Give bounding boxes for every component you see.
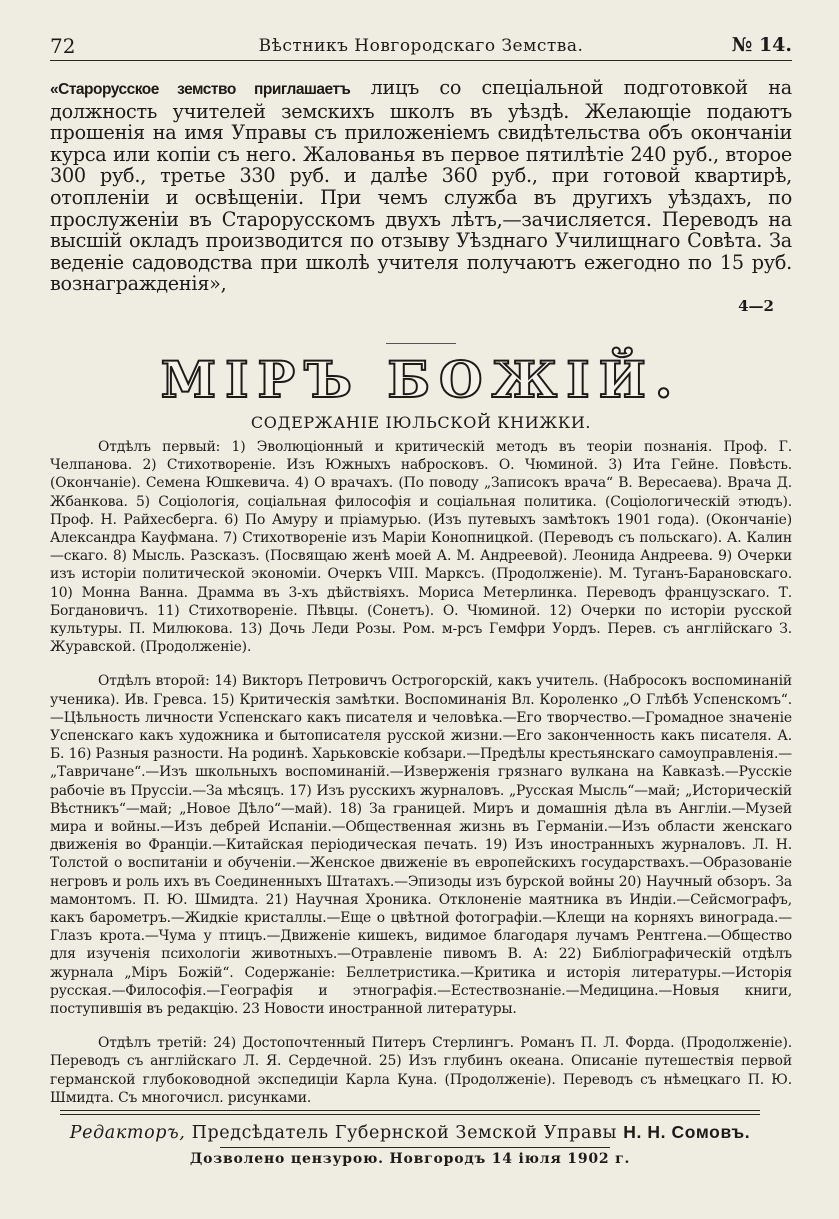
- censorship-line: Дозволено цензурою. Новгородъ 14 іюля 1902 г.: [189, 1151, 631, 1167]
- footer-rule: [60, 1110, 760, 1115]
- notice-reference: 4—2: [738, 296, 774, 315]
- contents-heading: СОДЕРЖАНІЕ ІЮЛЬСКОЙ КНИЖКИ.: [250, 412, 592, 432]
- contents-section-2: Отдѣлъ второй: 14) Викторъ Петровичъ Острогорскій, какъ учитель. (Набросокъ воспоминаній ученика). Ив. Гревса. 15) Критическія замѣтки. Воспоминанія Вл. Короленко „О Глѣбѣ Успенскомъ“.—Цѣльность личности Успенскаго какъ писателя и человѣка.—Его творчество.—Громадное значеніе Успенскаго какъ художника и бытописателя русской жизни.—Его законченность какъ писателя. А. Б. 16) Разныя разности. На родинѣ. Харьковскіе кобзари.—Предѣлы крестьянскаго самоуправленія.—„Тавричане“.—Изъ школьныхъ воспоминаній.—Изверженія грязнаго вулкана на Кавказѣ.—Русскіе рабочіе въ Пруссіи.—За мѣсяцъ. 17) Изъ русскихъ журналовъ. „Русская Мысль“—май; „Историческій Вѣстникъ“—май; „Новое Дѣло“—май). 18) За границей. Миръ и домашнія дѣла въ Англіи.—Музей мира и войны.—Изъ дебрей Испаніи.—Общественная жизнь въ Германіи.—Изъ области женскаго движенія во Франціи.—Китайская періодическая печать. 19) Изъ иностранныхъ журналовъ. Л. Н. Толстой о воспитаніи и обученіи.—Женское движеніе въ европейскихъ государствахъ.—Образованіе негровъ и роль ихъ въ Соединенныхъ Штатахъ.—Эпизоды изъ бурской войны 20) Научный обзоръ. За мамонтомъ. П. Ю. Шмидта. 21) Научная Хроника. Отклоненіе маятника въ Индіи.—Сейсмографъ, какъ барометръ.—Жидкіе кристаллы.—Еще о цвѣтной фотографіи.—Клещи на корняхъ винограда.—Глазъ крота.—Чума у птицъ.—Движеніе кишекъ, видимое благодаря лучамъ Рентгена.—Общество для изученія психологіи животныхъ.—Отравленіе пивомъ В. А: 22) Библіографическій отдѣлъ журнала „Міръ Божій“. Содержаніе: Беллетристика.—Критика и исторія литературы.—Исторія русская.—Философія.—Географія и этнографія.—Естествознаніе.—Медицина.—Новыя книги, поступившія въ редакцію. 23 Новости иностранной литературы.: [50, 673, 792, 1018]
- editor-position: Предсѣдатель Губернской Земской Управы: [185, 1123, 624, 1143]
- document-page: [50, 30, 792, 1107]
- issue-number: № 14.: [731, 34, 792, 56]
- magazine-title: МІРЪ БОЖІЙ.: [160, 349, 682, 409]
- editor-label: Редакторъ,: [69, 1123, 186, 1143]
- teacher-vacancy-notice: [50, 77, 792, 295]
- ornament-divider: [50, 329, 792, 339]
- editor-name: Н. Н. Сомовъ.: [623, 1122, 751, 1142]
- journal-title: Вѣстникъ Новгородскаго Земства.: [258, 36, 584, 56]
- editor-line: [60, 1122, 760, 1143]
- censorship-rule: [220, 1147, 610, 1148]
- notice-lead: «Старорусское земство приглашаетъ: [50, 81, 351, 98]
- page-header: [50, 30, 792, 61]
- page-number: 72: [50, 34, 76, 58]
- contents-section-1: Отдѣлъ первый: 1) Эволюціонный и критическій методъ въ теоріи познанія. Проф. Г. Челпанова. 2) Стихотвореніе. Изъ Южныхъ набросковъ. О. Чюминой. 3) Ита Гейне. Повѣсть. (Окончаніе). Семена Юшкевича. 4) О врачахъ. (По поводу „Записокъ врача“ В. Вересаева). Врача Д. Жбанкова. 5) Соціологія, соціальная философія и соціальная политика. (Соціологическій этюдъ). Проф. Н. Райхесберга. 6) По Амуру и пріамурью. (Изъ путевыхъ замѣтокъ 1901 года). (Окончаніе) Александра Кауфмана. 7) Стихотвореніе изъ Маріи Конопницкой. (Переводъ съ польскаго). А. Калин—скаго. 8) Мысль. Разсказъ. (Посвящаю женѣ моей А. М. Андреевой). Леонида Андреева. 9) Очерки изъ исторіи политической экономіи. Очеркъ VIII. Марксъ. (Продолженіе). М. Туганъ-Барановскаго. 10) Монна Ванна. Драмма въ 3-хъ дѣйствіяхъ. Мориса Метерлинка. Переводъ французскаго. Т. Богдановичъ. 11) Стихотвореніе. Пѣвцы. (Сонетъ). О. Чюминой. 12) Очерки по исторіи русской культуры. П. Милюкова. 13) Дочь Леди Розы. Ром. м-рсъ Гемфри Уордъ. Перев. съ англійскаго З. Журавской. (Продолженіе).: [50, 438, 792, 656]
- notice-body: лицъ со спеціальной подготовкой на должность учителей земскихъ школъ въ уѣздѣ. Желающіе подаютъ прошенія на имя Управы съ приложеніемъ свидѣтельства объ окончаніи курса или копіи съ него. Жалованья въ первое пятилѣтіе 240 руб., второе 300 руб., третье 330 руб. и далѣе 360 руб., при готовой квартирѣ, отопленіи и освѣщеніи. При чемъ служба въ другихъ уѣздахъ, по прослуженіи въ Старорусскомъ двухъ лѣтъ,—зачисляется. Переводъ на высшій окладъ производится по отзыву Уѣзднаго Училищнаго Совѣта. За веденіе садоводства при школѣ учителя получаютъ ежегодно по 15 руб. вознагражденія»,: [50, 76, 792, 296]
- contents-section-3: Отдѣлъ третій: 24) Достопочтенный Питеръ Стерлингъ. Романъ П. Л. Форда. (Продолженіе). Переводъ съ англійскаго Л. Я. Сердечной. 25) Изъ глубинъ океана. Описаніе путешествія первой германской глубоководной экспедиціи Карла Куна. (Продолженіе). Переводъ съ нѣмецкаго П. Ю. Шмидта. Съ многочисл. рисунками.: [50, 1035, 792, 1106]
